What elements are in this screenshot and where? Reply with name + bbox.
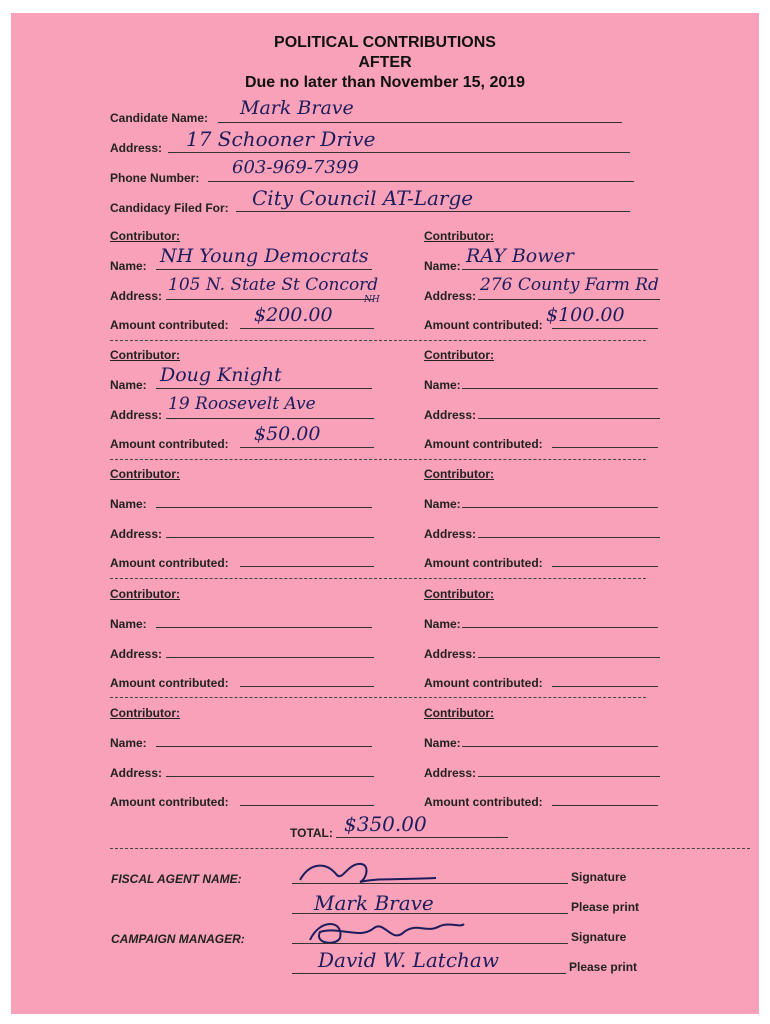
phone-label: Phone Number: <box>110 171 200 185</box>
fiscal-agent-print-value: Mark Brave <box>314 891 434 915</box>
contributor-amount-label: Amount contributed: <box>110 318 229 332</box>
contributor-name-value: RAY Bower <box>466 245 574 267</box>
contributor-amount-label: Amount contributed: <box>424 556 543 570</box>
contributor-address-line <box>166 776 374 777</box>
contributor-name-label: Name: <box>424 617 461 631</box>
candidate-address-line <box>168 152 630 153</box>
contributor-heading: Contributor: <box>424 348 494 362</box>
contributor-address-line <box>478 418 660 419</box>
contributor-address-label: Address: <box>110 408 163 422</box>
contributor-address-label: Address: <box>110 289 163 303</box>
contributor-address-label: Address: <box>424 408 477 422</box>
section-divider <box>110 578 646 579</box>
contributor-address-label: Address: <box>110 766 163 780</box>
contributor-name-line <box>462 507 658 508</box>
contributor-address-line <box>166 657 374 658</box>
contributor-amount-label: Amount contributed: <box>110 676 229 690</box>
contributor-name-line <box>156 269 372 270</box>
contributor-heading: Contributor: <box>424 229 494 243</box>
contributor-address-label: Address: <box>110 647 163 661</box>
contributor-address-line <box>478 537 660 538</box>
contributor-name-value: NH Young Democrats <box>160 245 369 267</box>
contributor-heading: Contributor: <box>424 587 494 601</box>
fiscal-agent-print-caption: Please print <box>571 900 640 914</box>
contributor-address-value: 105 N. State St Concord <box>168 275 379 295</box>
contributor-address-line <box>166 299 374 300</box>
contributor-amount-value: $200.00 <box>254 304 333 326</box>
campaign-manager-label: CAMPAIGN MANAGER: <box>111 932 245 946</box>
contributor-amount-line <box>240 805 374 806</box>
contributor-address-value: 276 County Farm Rd <box>480 275 659 295</box>
contributor-name-line <box>462 269 658 270</box>
due-date: Due no later than November 15, 2019 <box>244 74 526 91</box>
candidate-name-value: Mark Brave <box>240 97 354 119</box>
candidate-address-label: Address: <box>110 141 163 155</box>
contributor-address-note: NH <box>364 295 380 305</box>
contributor-heading: Contributor: <box>424 706 494 720</box>
contributor-amount-line <box>552 686 658 687</box>
candidacy-line <box>236 211 630 212</box>
total-line <box>336 837 508 838</box>
contributor-address-label: Address: <box>110 527 163 541</box>
total-label: TOTAL: <box>290 826 333 840</box>
contributor-address-value: 19 Roosevelt Ave <box>168 394 316 414</box>
contributor-name-line <box>156 388 372 389</box>
campaign-manager-print-value: David W. Latchaw <box>318 948 499 972</box>
section-divider <box>110 697 646 698</box>
contributor-address-line <box>478 776 660 777</box>
fiscal-agent-signature-caption: Signature <box>571 870 627 884</box>
contributor-amount-label: Amount contributed: <box>424 318 543 332</box>
contributor-amount-label: Amount contributed: <box>424 676 543 690</box>
contributor-amount-label: Amount contributed: <box>110 795 229 809</box>
contributor-address-label: Address: <box>424 527 477 541</box>
contributor-heading: Contributor: <box>110 587 180 601</box>
contributor-name-line <box>156 507 372 508</box>
contributor-address-line <box>166 418 374 419</box>
candidate-name-line <box>218 122 622 123</box>
contributor-address-line <box>478 657 660 658</box>
contributor-amount-value: $100.00 <box>546 304 625 326</box>
contributor-heading: Contributor: <box>110 706 180 720</box>
contributor-address-label: Address: <box>424 766 477 780</box>
contributor-name-label: Name: <box>424 259 461 273</box>
section-divider <box>110 459 646 460</box>
contributor-amount-label: Amount contributed: <box>110 437 229 451</box>
fiscal-agent-label: FISCAL AGENT NAME: <box>111 872 242 886</box>
contributor-amount-line <box>240 328 374 329</box>
fiscal-agent-signature-line <box>292 883 568 884</box>
contributor-name-value: Doug Knight <box>160 364 282 386</box>
contributor-amount-value: $50.00 <box>254 423 321 445</box>
contributor-amount-label: Amount contributed: <box>110 556 229 570</box>
contributor-address-label: Address: <box>424 289 477 303</box>
contributor-amount-line <box>240 447 374 448</box>
phone-value: 603-969-7399 <box>232 157 359 178</box>
candidate-name-label: Candidate Name: <box>110 111 209 125</box>
candidacy-value: City Council AT-Large <box>252 186 474 210</box>
contributor-name-label: Name: <box>110 736 147 750</box>
contributor-name-label: Name: <box>110 617 147 631</box>
contributor-address-label: Address: <box>424 647 477 661</box>
contributor-address-line <box>478 299 660 300</box>
contributor-name-line <box>462 627 658 628</box>
contributor-name-line <box>156 627 372 628</box>
contributor-name-label: Name: <box>110 259 147 273</box>
contributor-amount-label: Amount contributed: <box>424 437 543 451</box>
contributor-amount-line <box>240 686 374 687</box>
contributor-name-line <box>156 746 372 747</box>
contributor-heading: Contributor: <box>110 229 180 243</box>
contributor-name-label: Name: <box>110 378 147 392</box>
campaign-manager-signature-caption: Signature <box>571 930 627 944</box>
contributor-amount-line <box>552 566 658 567</box>
contributor-amount-line <box>240 566 374 567</box>
divider-line <box>110 848 750 849</box>
candidacy-label: Candidacy Filed For: <box>110 201 229 215</box>
campaign-manager-signature-line <box>292 943 568 944</box>
contributor-name-line <box>462 388 658 389</box>
contributor-heading: Contributor: <box>424 467 494 481</box>
campaign-manager-print-line <box>292 973 566 974</box>
contributor-name-label: Name: <box>424 497 461 511</box>
form-subtitle: AFTER <box>358 54 412 71</box>
contributor-name-label: Name: <box>424 736 461 750</box>
contributor-amount-label: Amount contributed: <box>424 795 543 809</box>
campaign-manager-print-caption: Please print <box>569 960 638 974</box>
contributor-address-line <box>166 537 374 538</box>
contributor-amount-line <box>552 328 658 329</box>
section-divider <box>110 340 646 341</box>
contributor-heading: Contributor: <box>110 467 180 481</box>
contributor-amount-line <box>552 447 658 448</box>
contributor-name-label: Name: <box>110 497 147 511</box>
contributor-name-line <box>462 746 658 747</box>
total-value: $350.00 <box>344 812 427 836</box>
contributor-heading: Contributor: <box>110 348 180 362</box>
contributor-name-label: Name: <box>424 378 461 392</box>
phone-line <box>208 181 634 182</box>
form-title: POLITICAL CONTRIBUTIONS <box>274 34 496 51</box>
contributor-amount-line <box>552 805 658 806</box>
candidate-address-value: 17 Schooner Drive <box>186 127 376 151</box>
